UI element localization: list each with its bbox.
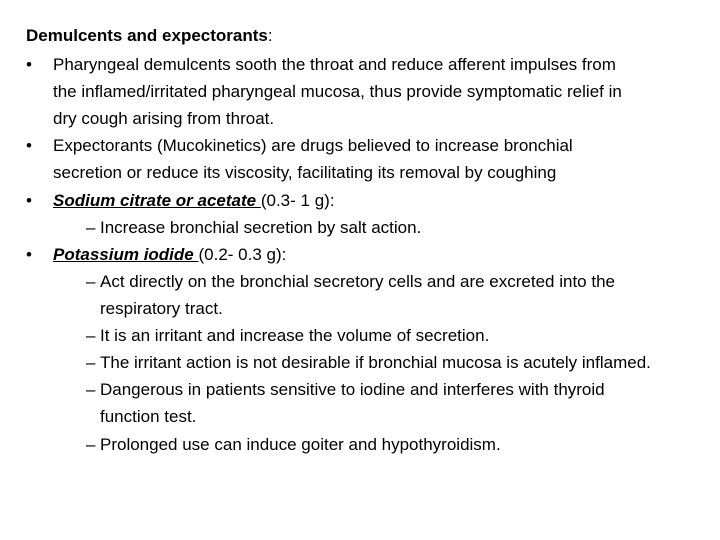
iodide-sub-1-line-2: respiratory tract. [100,299,223,318]
iodide-sub-4-line-1: Dangerous in patients sensitive to iodine and interferes with thyroid [100,380,605,399]
dash-marker: – [86,218,96,237]
dash-marker: – [86,326,96,345]
heading-title: Demulcents and expectorants [26,26,268,45]
bullet-marker: • [26,191,32,210]
sodium-sub-1: Increase bronchial secretion by salt action. [100,218,422,237]
drug-name-sodium-citrate: Sodium citrate or acetate [53,191,261,210]
iodide-sub-5: Prolonged use can induce goiter and hypothyroidism. [100,435,501,454]
slide-heading [26,26,273,46]
bullet-4-heading [53,245,286,265]
bullet-2-line-2: secretion or reduce its viscosity, facilitating its removal by coughing [53,163,557,182]
bullet-marker: • [26,245,32,264]
bullet-1-line-1: Pharyngeal demulcents sooth the throat and reduce afferent impulses from [53,55,616,74]
dash-marker: – [86,435,96,454]
bullet-1-line-3: dry cough arising from throat. [53,109,275,128]
bullet-marker: • [26,55,32,74]
iodide-sub-4-line-2: function test. [100,407,197,426]
iodide-sub-2: It is an irritant and increase the volume of secretion. [100,326,490,345]
heading-colon: : [267,26,273,45]
bullet-marker: • [26,136,32,155]
bullet-1-line-2: the inflamed/irritated pharyngeal mucosa, thus provide symptomatic relief in [53,82,622,101]
drug-name-potassium-iodide: Potassium iodide [53,245,199,264]
dash-marker: – [86,380,96,399]
dash-marker: – [86,272,96,291]
dash-marker: – [86,353,96,372]
iodide-sub-1-line-1: Act directly on the bronchial secretory cells and are excreted into the [100,272,615,291]
bullet-2-line-1: Expectorants (Mucokinetics) are drugs believed to increase bronchial [53,136,573,155]
iodide-sub-3: The irritant action is not desirable if bronchial mucosa is acutely inflamed. [100,353,651,372]
dose-potassium-iodide: (0.2- 0.3 g): [198,245,287,264]
dose-sodium-citrate: (0.3- 1 g): [260,191,335,210]
bullet-3-heading [53,191,335,211]
